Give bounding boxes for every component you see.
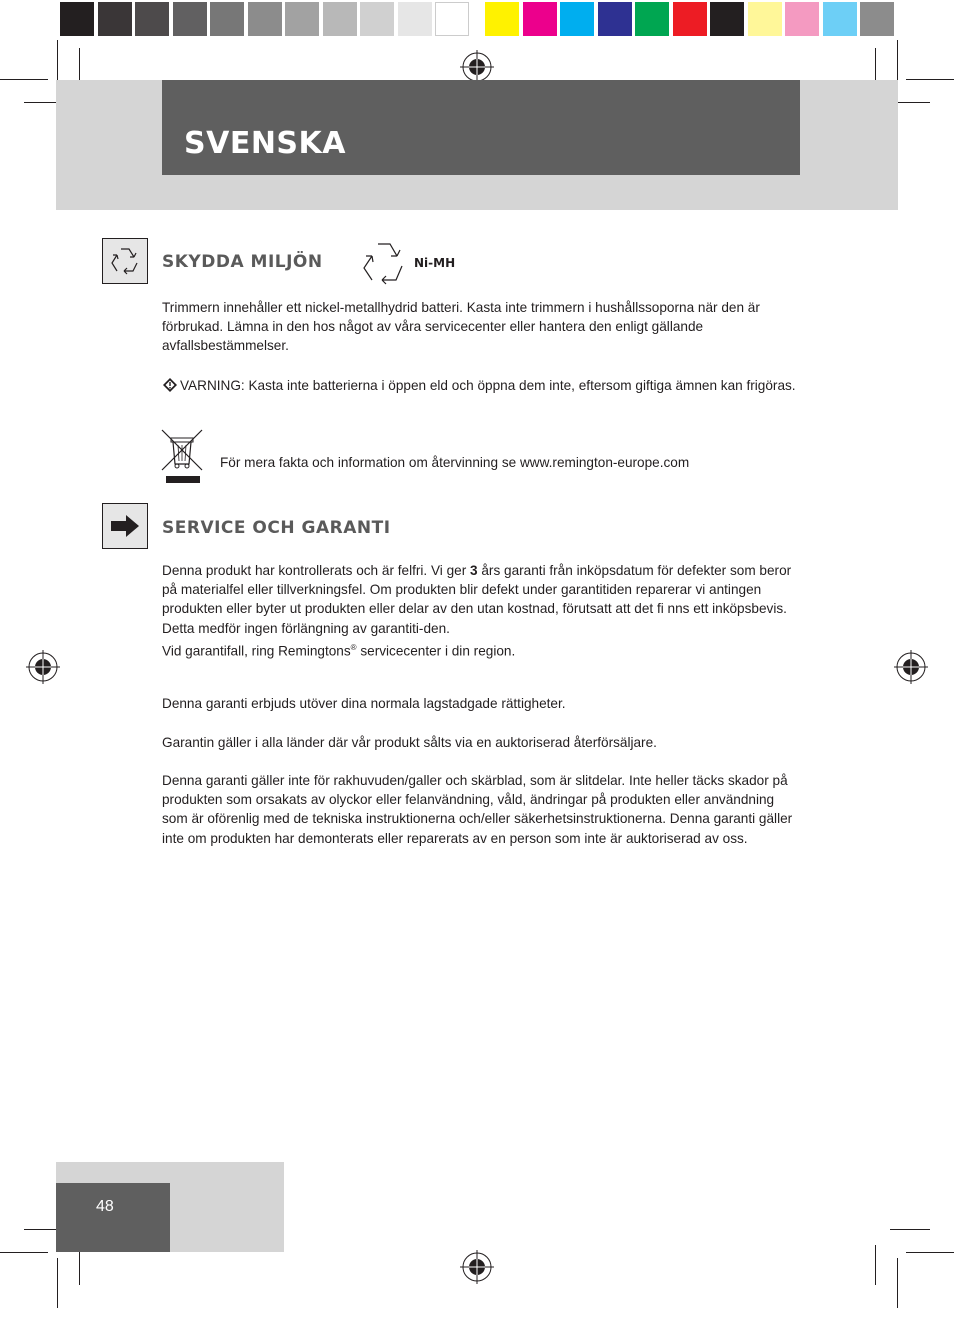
crop-mark [890, 1229, 930, 1230]
warning-icon [162, 377, 178, 393]
process-color-bar [485, 2, 898, 36]
color-swatch [748, 2, 782, 36]
registered-mark: ® [350, 642, 357, 652]
color-swatch [248, 2, 282, 36]
arrow-right-icon [109, 514, 141, 538]
color-swatch [560, 2, 594, 36]
page-title: SVENSKA [184, 126, 346, 161]
title-bar [162, 80, 800, 175]
color-swatch [785, 2, 819, 36]
registration-mark-icon [894, 650, 928, 684]
crop-mark [906, 79, 954, 80]
crop-mark [897, 1258, 898, 1308]
page-number: 48 [96, 1198, 114, 1215]
crop-mark [875, 1245, 876, 1285]
crop-mark [906, 1252, 954, 1253]
crop-mark [57, 1258, 58, 1308]
color-swatch [173, 2, 207, 36]
color-swatch [710, 2, 744, 36]
color-swatch [285, 2, 319, 36]
section-icon-box [102, 503, 148, 549]
color-swatch [398, 2, 432, 36]
service-text: Vid garantifall, ring Remingtons [162, 643, 351, 659]
warning-block [162, 376, 802, 395]
color-swatch [673, 2, 707, 36]
recycle-icon [360, 240, 412, 288]
color-swatch [860, 2, 894, 36]
recycle-icon [107, 243, 143, 279]
grey-color-bar [60, 2, 473, 36]
section-heading-service: SERVICE OCH GARANTI [162, 518, 391, 538]
color-swatch [485, 2, 519, 36]
service-paragraph-2: Denna garanti erbjuds utöver dina normala lagstadgade rättigheter. [162, 696, 566, 711]
registration-mark-icon [460, 1250, 494, 1284]
color-swatch [823, 2, 857, 36]
color-swatch [598, 2, 632, 36]
registration-mark-icon [26, 650, 60, 684]
section-heading-environment: SKYDDA MILJÖN [162, 252, 323, 272]
service-paragraph-1 [162, 561, 802, 661]
crossed-bin-icon [160, 428, 206, 488]
recycling-info: För mera fakta och information om återvinning se www.remington-europe.com [220, 455, 690, 470]
battery-type-label: Ni-MH [414, 256, 456, 270]
color-swatch [323, 2, 357, 36]
warning-text: VARNING: Kasta inte batterierna i öppen eld och öppna dem inte, eftersom giftiga ämnen kan frigöras. [180, 378, 796, 393]
color-swatch [523, 2, 557, 36]
service-paragraph-3: Garantin gäller i alla länder där vår produkt sålts via en auktoriserad återförsäljare. [162, 735, 657, 750]
color-swatch [360, 2, 394, 36]
service-text: års garanti från inköpsdatum för defekter som beror på materialfel eller tillverkningsfel. Om produkten blir defekt under garantitiden reparerar vi antingen produkten eller byter ut produkten eller delar av den utan kostnad, förutsatt att det fi nns ett inköpsbevis. Detta medför ingen förlängning av garantiti-den. [162, 563, 792, 636]
crop-mark [0, 1252, 48, 1253]
color-swatch [60, 2, 94, 36]
color-swatch [635, 2, 669, 36]
color-swatch [210, 2, 244, 36]
environment-paragraph: Trimmern innehåller ett nickel-metallhydrid batteri. Kasta inte trimmern i hushållssoporna när den är förbrukad. Lämna in den hos något av våra servicecenter eller hantera den enligt gällande avfallsbestämmelser. [162, 300, 760, 354]
registration-mark-icon [460, 50, 494, 84]
color-swatch [135, 2, 169, 36]
warranty-years: 3 [470, 563, 478, 578]
section-icon-box [102, 238, 148, 284]
color-swatch [98, 2, 132, 36]
crop-mark [0, 79, 48, 80]
service-text: servicecenter i din region. [356, 643, 516, 659]
service-text: Denna produkt har kontrollerats och är felfri. Vi ger [162, 563, 471, 578]
color-swatch [435, 2, 469, 36]
service-paragraph-4: Denna garanti gäller inte för rakhuvuden/galler och skärblad, som är slitdelar. Inte heller täcks skador på produkten som orsakats av olyckor eller felanvändning, våld, ändringar på produkten eller användning som är oförenlig med de tekniska instruktionerna och/eller säkerhetsinstruktionerna. Denna garanti gäller inte om produkten har demonterats eller reparerats av en person som inte är auktoriserad av oss. [162, 773, 793, 846]
page-number-box [56, 1183, 170, 1252]
